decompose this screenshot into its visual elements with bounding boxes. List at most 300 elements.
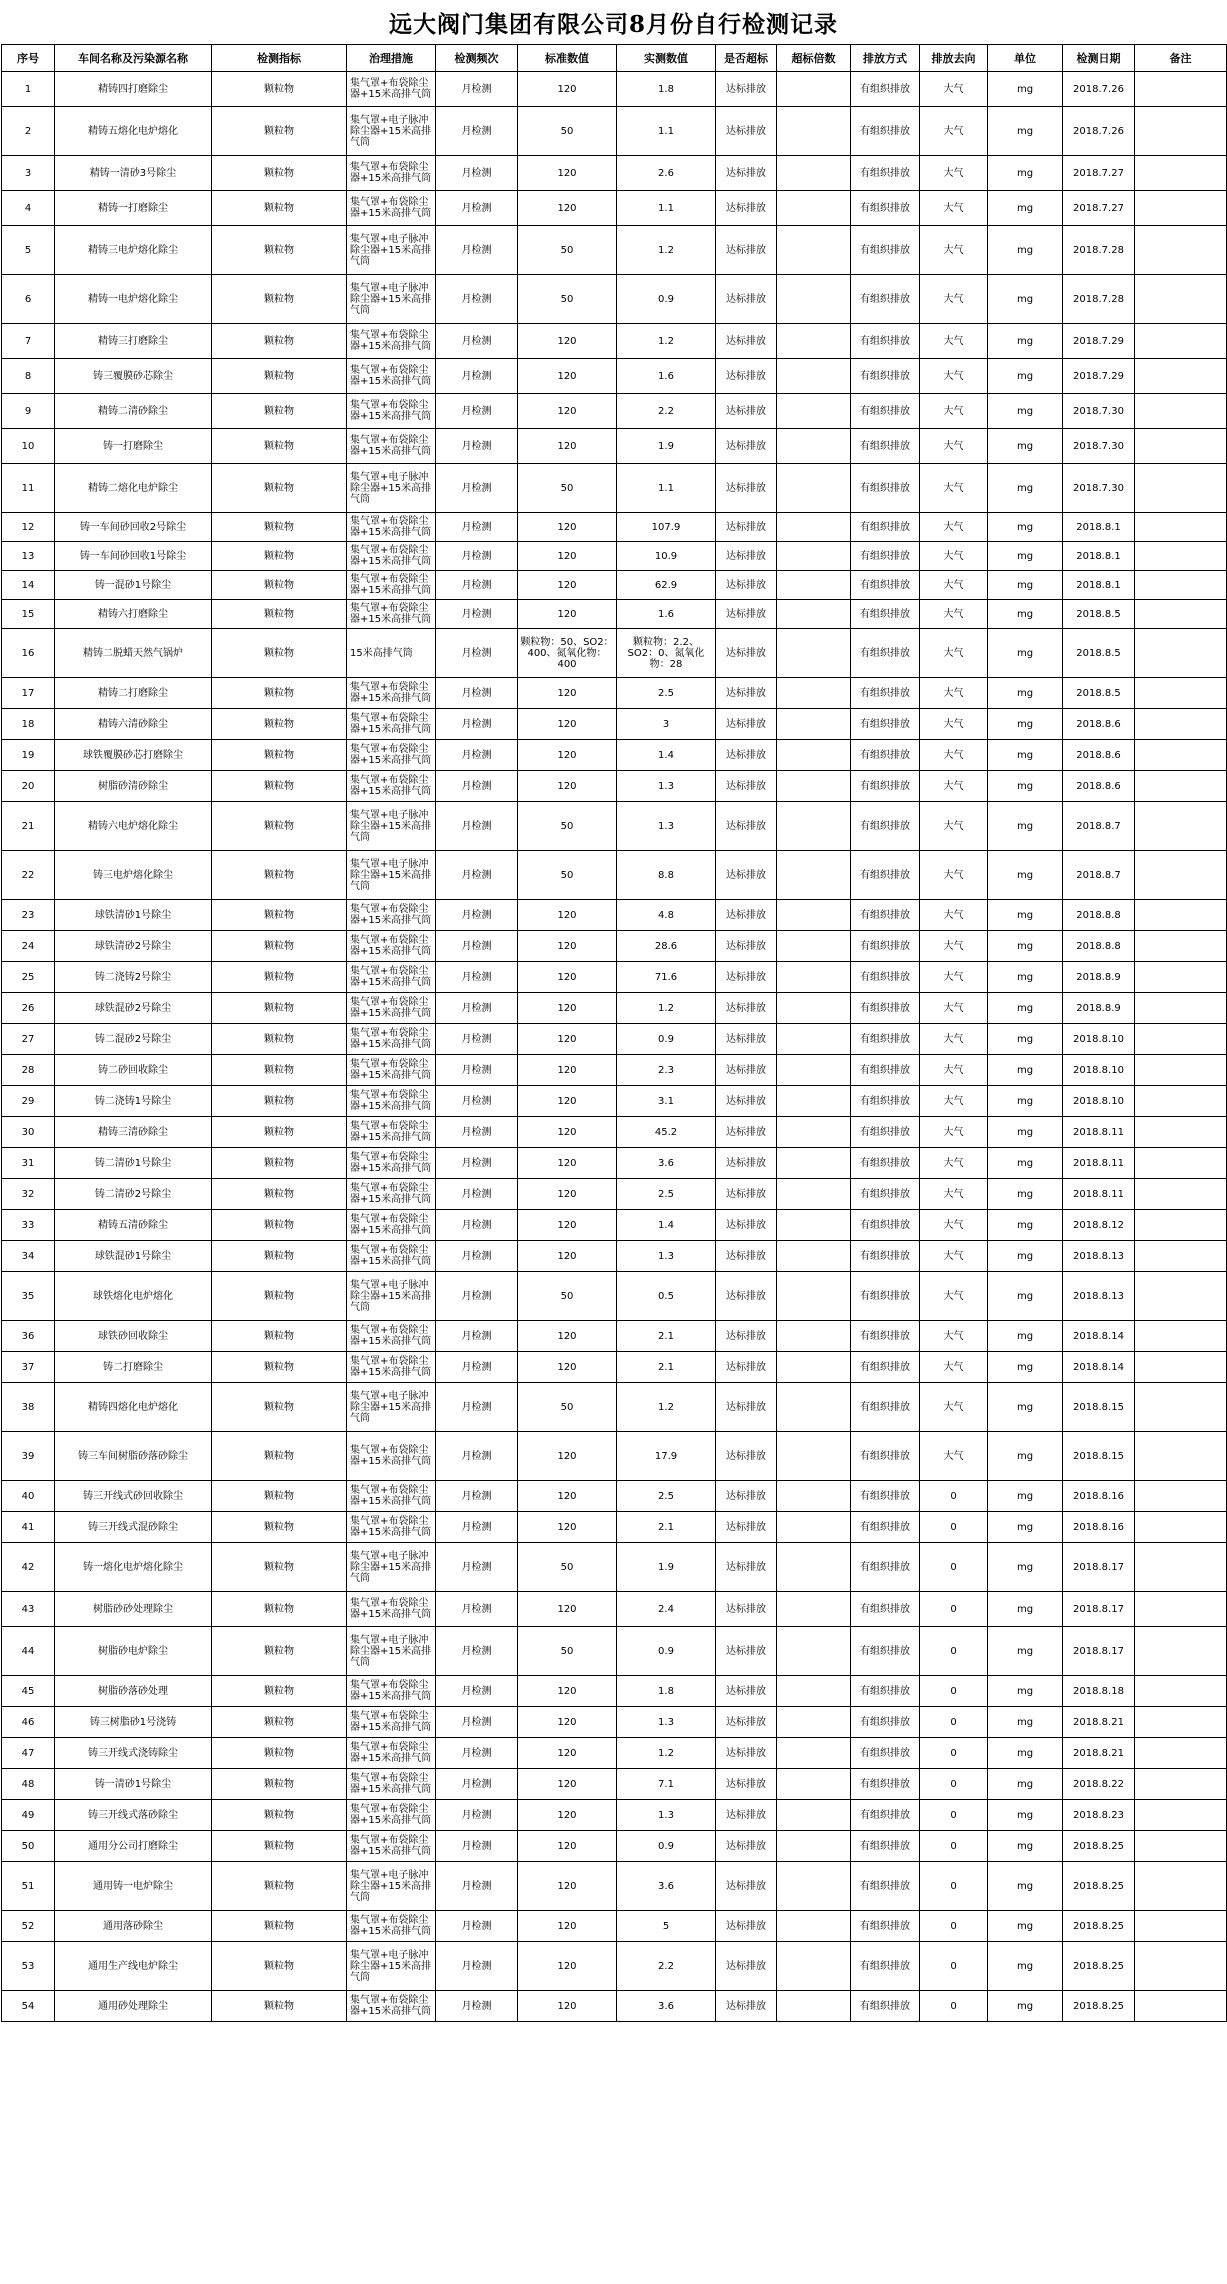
source-name-cell: 球铁混砂2号除尘 [55,993,212,1024]
measured-value-cell: 颗粒物：2.2、SO2：0、氮氧化物：28 [617,629,716,678]
treatment-cell: 集气罩+布袋除尘器+15米高排气筒 [347,1512,436,1543]
date-cell: 2018.7.27 [1063,191,1135,226]
frequency-cell: 月检测 [436,931,518,962]
source-name-cell: 球铁覆膜砂芯打磨除尘 [55,740,212,771]
row-number-cell: 22 [2,851,55,900]
standard-value-cell: 120 [518,709,617,740]
measured-value-cell: 0.9 [617,1627,716,1676]
source-name-cell: 铸三覆膜砂芯除尘 [55,359,212,394]
measured-value-cell: 2.4 [617,1592,716,1627]
row-number-cell: 36 [2,1321,55,1352]
note-cell [1135,1543,1227,1592]
indicator-cell: 颗粒物 [212,900,347,931]
source-name-cell: 铸二清砂2号除尘 [55,1179,212,1210]
table-row [2,851,1227,900]
date-cell: 2018.7.29 [1063,324,1135,359]
date-cell: 2018.8.23 [1063,1800,1135,1831]
emission-method-cell: 有组织排放 [851,1512,920,1543]
row-number-cell: 40 [2,1481,55,1512]
table-row [2,1055,1227,1086]
emission-method-cell: 有组织排放 [851,1024,920,1055]
row-number-cell: 1 [2,72,55,107]
emission-method-cell: 有组织排放 [851,709,920,740]
standard-value-cell: 120 [518,394,617,429]
row-number-cell: 19 [2,740,55,771]
frequency-cell: 月检测 [436,1911,518,1942]
indicator-cell: 颗粒物 [212,107,347,156]
frequency-cell: 月检测 [436,394,518,429]
emission-destination-cell: 大气 [920,513,988,542]
source-name-cell: 通用砂处理除尘 [55,1991,212,2022]
emission-destination-cell: 大气 [920,1352,988,1383]
exceed-multiple-cell [777,1627,851,1676]
indicator-cell: 颗粒物 [212,324,347,359]
header-cell: 序号 [2,45,55,72]
exceed-multiple-cell [777,1512,851,1543]
indicator-cell: 颗粒物 [212,1769,347,1800]
table-row [2,1352,1227,1383]
frequency-cell: 月检测 [436,1769,518,1800]
standard-value-cell: 120 [518,900,617,931]
treatment-cell: 集气罩+电子脉冲除尘器+15米高排气筒 [347,851,436,900]
emission-method-cell: 有组织排放 [851,931,920,962]
treatment-cell: 集气罩+布袋除尘器+15米高排气筒 [347,1055,436,1086]
emission-method-cell: 有组织排放 [851,464,920,513]
emission-destination-cell: 大气 [920,571,988,600]
exceed-multiple-cell [777,1383,851,1432]
indicator-cell: 颗粒物 [212,1024,347,1055]
treatment-cell: 集气罩+布袋除尘器+15米高排气筒 [347,1481,436,1512]
exceed-multiple-cell [777,226,851,275]
standard-value-cell: 120 [518,678,617,709]
measured-value-cell: 3.6 [617,1862,716,1911]
measured-value-cell: 10.9 [617,542,716,571]
note-cell [1135,1117,1227,1148]
compliance-cell: 达标排放 [716,740,777,771]
compliance-cell: 达标排放 [716,1210,777,1241]
indicator-cell: 颗粒物 [212,72,347,107]
date-cell: 2018.8.5 [1063,629,1135,678]
exceed-multiple-cell [777,1481,851,1512]
exceed-multiple-cell [777,1800,851,1831]
frequency-cell: 月检测 [436,542,518,571]
emission-destination-cell: 大气 [920,678,988,709]
compliance-cell: 达标排放 [716,1911,777,1942]
compliance-cell: 达标排放 [716,600,777,629]
indicator-cell: 颗粒物 [212,394,347,429]
header-cell: 排放去向 [920,45,988,72]
date-cell: 2018.7.26 [1063,107,1135,156]
unit-cell: mg [988,1241,1063,1272]
exceed-multiple-cell [777,394,851,429]
date-cell: 2018.8.14 [1063,1352,1135,1383]
indicator-cell: 颗粒物 [212,740,347,771]
measured-value-cell: 8.8 [617,851,716,900]
compliance-cell: 达标排放 [716,464,777,513]
indicator-cell: 颗粒物 [212,1432,347,1481]
source-name-cell: 铸三开线式砂回收除尘 [55,1481,212,1512]
row-number-cell: 30 [2,1117,55,1148]
standard-value-cell: 120 [518,1862,617,1911]
emission-method-cell: 有组织排放 [851,1991,920,2022]
unit-cell: mg [988,571,1063,600]
table-row [2,1179,1227,1210]
unit-cell: mg [988,1210,1063,1241]
emission-destination-cell: 大气 [920,1055,988,1086]
frequency-cell: 月检测 [436,678,518,709]
date-cell: 2018.8.1 [1063,571,1135,600]
date-cell: 2018.7.30 [1063,429,1135,464]
frequency-cell: 月检测 [436,429,518,464]
standard-value-cell: 50 [518,1272,617,1321]
note-cell [1135,324,1227,359]
note-cell [1135,709,1227,740]
note-cell [1135,1676,1227,1707]
emission-destination-cell: 大气 [920,709,988,740]
compliance-cell: 达标排放 [716,1512,777,1543]
frequency-cell: 月检测 [436,1512,518,1543]
unit-cell: mg [988,1117,1063,1148]
compliance-cell: 达标排放 [716,678,777,709]
frequency-cell: 月检测 [436,1352,518,1383]
indicator-cell: 颗粒物 [212,802,347,851]
date-cell: 2018.8.18 [1063,1676,1135,1707]
date-cell: 2018.8.11 [1063,1117,1135,1148]
standard-value-cell: 120 [518,1738,617,1769]
measured-value-cell: 4.8 [617,900,716,931]
emission-destination-cell: 大气 [920,1241,988,1272]
row-number-cell: 45 [2,1676,55,1707]
note-cell [1135,1383,1227,1432]
measured-value-cell: 0.9 [617,275,716,324]
emission-destination-cell: 大气 [920,191,988,226]
frequency-cell: 月检测 [436,1707,518,1738]
compliance-cell: 达标排放 [716,1179,777,1210]
table-row [2,1241,1227,1272]
exceed-multiple-cell [777,851,851,900]
indicator-cell: 颗粒物 [212,771,347,802]
standard-value-cell: 120 [518,1942,617,1991]
exceed-multiple-cell [777,1991,851,2022]
emission-destination-cell: 大气 [920,1117,988,1148]
indicator-cell: 颗粒物 [212,1707,347,1738]
source-name-cell: 精铸六清砂除尘 [55,709,212,740]
table-row [2,571,1227,600]
header-cell: 检测频次 [436,45,518,72]
treatment-cell: 集气罩+电子脉冲除尘器+15米高排气筒 [347,464,436,513]
table-row [2,1831,1227,1862]
emission-method-cell: 有组织排放 [851,1911,920,1942]
treatment-cell: 集气罩+布袋除尘器+15米高排气筒 [347,600,436,629]
source-name-cell: 球铁混砂1号除尘 [55,1241,212,1272]
emission-method-cell: 有组织排放 [851,191,920,226]
standard-value-cell: 120 [518,72,617,107]
exceed-multiple-cell [777,72,851,107]
emission-destination-cell: 大气 [920,1272,988,1321]
date-cell: 2018.8.5 [1063,678,1135,709]
exceed-multiple-cell [777,1911,851,1942]
frequency-cell: 月检测 [436,993,518,1024]
measured-value-cell: 2.6 [617,156,716,191]
row-number-cell: 53 [2,1942,55,1991]
source-name-cell: 铸一清砂1号除尘 [55,1769,212,1800]
emission-destination-cell: 大气 [920,324,988,359]
table-row [2,464,1227,513]
compliance-cell: 达标排放 [716,709,777,740]
row-number-cell: 42 [2,1543,55,1592]
date-cell: 2018.8.13 [1063,1241,1135,1272]
note-cell [1135,900,1227,931]
row-number-cell: 34 [2,1241,55,1272]
table-row [2,1086,1227,1117]
source-name-cell: 精铸六打磨除尘 [55,600,212,629]
frequency-cell: 月检测 [436,1210,518,1241]
emission-method-cell: 有组织排放 [851,359,920,394]
emission-destination-cell: 大气 [920,1210,988,1241]
standard-value-cell: 120 [518,1241,617,1272]
emission-method-cell: 有组织排放 [851,851,920,900]
compliance-cell: 达标排放 [716,900,777,931]
date-cell: 2018.8.7 [1063,802,1135,851]
frequency-cell: 月检测 [436,709,518,740]
standard-value-cell: 120 [518,600,617,629]
treatment-cell: 集气罩+布袋除尘器+15米高排气筒 [347,359,436,394]
treatment-cell: 集气罩+电子脉冲除尘器+15米高排气筒 [347,1942,436,1991]
compliance-cell: 达标排放 [716,1086,777,1117]
frequency-cell: 月检测 [436,1592,518,1627]
frequency-cell: 月检测 [436,1738,518,1769]
compliance-cell: 达标排放 [716,324,777,359]
measured-value-cell: 2.1 [617,1512,716,1543]
source-name-cell: 铸三开线式浇铸除尘 [55,1738,212,1769]
row-number-cell: 39 [2,1432,55,1481]
unit-cell: mg [988,1481,1063,1512]
exceed-multiple-cell [777,900,851,931]
compliance-cell: 达标排放 [716,1117,777,1148]
date-cell: 2018.7.28 [1063,275,1135,324]
unit-cell: mg [988,513,1063,542]
note-cell [1135,542,1227,571]
exceed-multiple-cell [777,709,851,740]
exceed-multiple-cell [777,629,851,678]
unit-cell: mg [988,1831,1063,1862]
indicator-cell: 颗粒物 [212,1210,347,1241]
source-name-cell: 球铁清砂2号除尘 [55,931,212,962]
source-name-cell: 铸三车间树脂砂落砂除尘 [55,1432,212,1481]
table-row [2,1942,1227,1991]
unit-cell: mg [988,771,1063,802]
note-cell [1135,993,1227,1024]
indicator-cell: 颗粒物 [212,1862,347,1911]
indicator-cell: 颗粒物 [212,571,347,600]
treatment-cell: 集气罩+布袋除尘器+15米高排气筒 [347,1241,436,1272]
unit-cell: mg [988,1055,1063,1086]
treatment-cell: 集气罩+布袋除尘器+15米高排气筒 [347,993,436,1024]
table-row [2,709,1227,740]
source-name-cell: 铸三开线式混砂除尘 [55,1512,212,1543]
row-number-cell: 10 [2,429,55,464]
table-row [2,678,1227,709]
compliance-cell: 达标排放 [716,1055,777,1086]
treatment-cell: 集气罩+布袋除尘器+15米高排气筒 [347,1800,436,1831]
note-cell [1135,1512,1227,1543]
frequency-cell: 月检测 [436,1321,518,1352]
date-cell: 2018.8.25 [1063,1942,1135,1991]
indicator-cell: 颗粒物 [212,1512,347,1543]
note-cell [1135,464,1227,513]
treatment-cell: 集气罩+布袋除尘器+15米高排气筒 [347,1210,436,1241]
emission-destination-cell: 大气 [920,429,988,464]
emission-method-cell: 有组织排放 [851,394,920,429]
exceed-multiple-cell [777,107,851,156]
note-cell [1135,1862,1227,1911]
treatment-cell: 集气罩+电子脉冲除尘器+15米高排气筒 [347,1862,436,1911]
emission-destination-cell: 大气 [920,1321,988,1352]
note-cell [1135,1592,1227,1627]
standard-value-cell: 120 [518,1321,617,1352]
measured-value-cell: 107.9 [617,513,716,542]
table-row [2,72,1227,107]
inspection-table [1,44,1227,2022]
indicator-cell: 颗粒物 [212,1800,347,1831]
emission-method-cell: 有组织排放 [851,900,920,931]
row-number-cell: 51 [2,1862,55,1911]
emission-destination-cell: 0 [920,1911,988,1942]
measured-value-cell: 2.3 [617,1055,716,1086]
compliance-cell: 达标排放 [716,429,777,464]
standard-value-cell: 120 [518,1117,617,1148]
measured-value-cell: 1.1 [617,107,716,156]
emission-method-cell: 有组织排放 [851,962,920,993]
measured-value-cell: 1.6 [617,359,716,394]
indicator-cell: 颗粒物 [212,1148,347,1179]
compliance-cell: 达标排放 [716,629,777,678]
standard-value-cell: 120 [518,1769,617,1800]
emission-method-cell: 有组织排放 [851,1272,920,1321]
emission-destination-cell: 大气 [920,802,988,851]
standard-value-cell: 120 [518,740,617,771]
note-cell [1135,226,1227,275]
exceed-multiple-cell [777,1738,851,1769]
treatment-cell: 集气罩+布袋除尘器+15米高排气筒 [347,191,436,226]
measured-value-cell: 2.5 [617,1179,716,1210]
source-name-cell: 精铸一打磨除尘 [55,191,212,226]
indicator-cell: 颗粒物 [212,962,347,993]
note-cell [1135,1738,1227,1769]
measured-value-cell: 1.2 [617,1738,716,1769]
unit-cell: mg [988,1738,1063,1769]
emission-destination-cell: 0 [920,1481,988,1512]
date-cell: 2018.8.17 [1063,1627,1135,1676]
date-cell: 2018.7.26 [1063,72,1135,107]
table-row [2,429,1227,464]
source-name-cell: 铸二浇铸1号除尘 [55,1086,212,1117]
note-cell [1135,571,1227,600]
measured-value-cell: 2.1 [617,1352,716,1383]
exceed-multiple-cell [777,359,851,394]
treatment-cell: 集气罩+布袋除尘器+15米高排气筒 [347,1592,436,1627]
source-name-cell: 铸三开线式落砂除尘 [55,1800,212,1831]
emission-method-cell: 有组织排放 [851,1592,920,1627]
emission-destination-cell: 大气 [920,629,988,678]
table-row [2,1738,1227,1769]
unit-cell: mg [988,107,1063,156]
frequency-cell: 月检测 [436,1862,518,1911]
date-cell: 2018.8.8 [1063,900,1135,931]
standard-value-cell: 120 [518,1707,617,1738]
measured-value-cell: 1.3 [617,802,716,851]
compliance-cell: 达标排放 [716,1352,777,1383]
date-cell: 2018.8.1 [1063,542,1135,571]
unit-cell: mg [988,1148,1063,1179]
exceed-multiple-cell [777,191,851,226]
compliance-cell: 达标排放 [716,1592,777,1627]
row-number-cell: 7 [2,324,55,359]
table-row [2,542,1227,571]
table-row [2,1627,1227,1676]
source-name-cell: 铸二打磨除尘 [55,1352,212,1383]
exceed-multiple-cell [777,1942,851,1991]
standard-value-cell: 120 [518,571,617,600]
source-name-cell: 精铸二清砂除尘 [55,394,212,429]
table-row [2,1272,1227,1321]
treatment-cell: 集气罩+布袋除尘器+15米高排气筒 [347,771,436,802]
exceed-multiple-cell [777,962,851,993]
source-name-cell: 铸一熔化电炉熔化除尘 [55,1543,212,1592]
compliance-cell: 达标排放 [716,1676,777,1707]
frequency-cell: 月检测 [436,513,518,542]
emission-destination-cell: 大气 [920,600,988,629]
note-cell [1135,851,1227,900]
measured-value-cell: 2.2 [617,1942,716,1991]
treatment-cell: 集气罩+布袋除尘器+15米高排气筒 [347,571,436,600]
compliance-cell: 达标排放 [716,1707,777,1738]
indicator-cell: 颗粒物 [212,709,347,740]
source-name-cell: 精铸一清砂3号除尘 [55,156,212,191]
unit-cell: mg [988,900,1063,931]
table-row [2,1117,1227,1148]
emission-method-cell: 有组织排放 [851,1210,920,1241]
row-number-cell: 44 [2,1627,55,1676]
source-name-cell: 精铸六电炉熔化除尘 [55,802,212,851]
emission-destination-cell: 0 [920,1627,988,1676]
emission-method-cell: 有组织排放 [851,1942,920,1991]
row-number-cell: 8 [2,359,55,394]
unit-cell: mg [988,993,1063,1024]
header-cell: 标准数值 [518,45,617,72]
treatment-cell: 集气罩+布袋除尘器+15米高排气筒 [347,542,436,571]
measured-value-cell: 1.1 [617,191,716,226]
exceed-multiple-cell [777,1862,851,1911]
unit-cell: mg [988,1991,1063,2022]
date-cell: 2018.8.11 [1063,1179,1135,1210]
exceed-multiple-cell [777,1179,851,1210]
exceed-multiple-cell [777,740,851,771]
date-cell: 2018.8.17 [1063,1592,1135,1627]
compliance-cell: 达标排放 [716,1738,777,1769]
unit-cell: mg [988,1383,1063,1432]
unit-cell: mg [988,1800,1063,1831]
standard-value-cell: 120 [518,1800,617,1831]
frequency-cell: 月检测 [436,72,518,107]
note-cell [1135,629,1227,678]
date-cell: 2018.8.6 [1063,740,1135,771]
emission-destination-cell: 大气 [920,72,988,107]
treatment-cell: 集气罩+布袋除尘器+15米高排气筒 [347,1831,436,1862]
emission-method-cell: 有组织排放 [851,1707,920,1738]
exceed-multiple-cell [777,324,851,359]
treatment-cell: 集气罩+布袋除尘器+15米高排气筒 [347,1117,436,1148]
